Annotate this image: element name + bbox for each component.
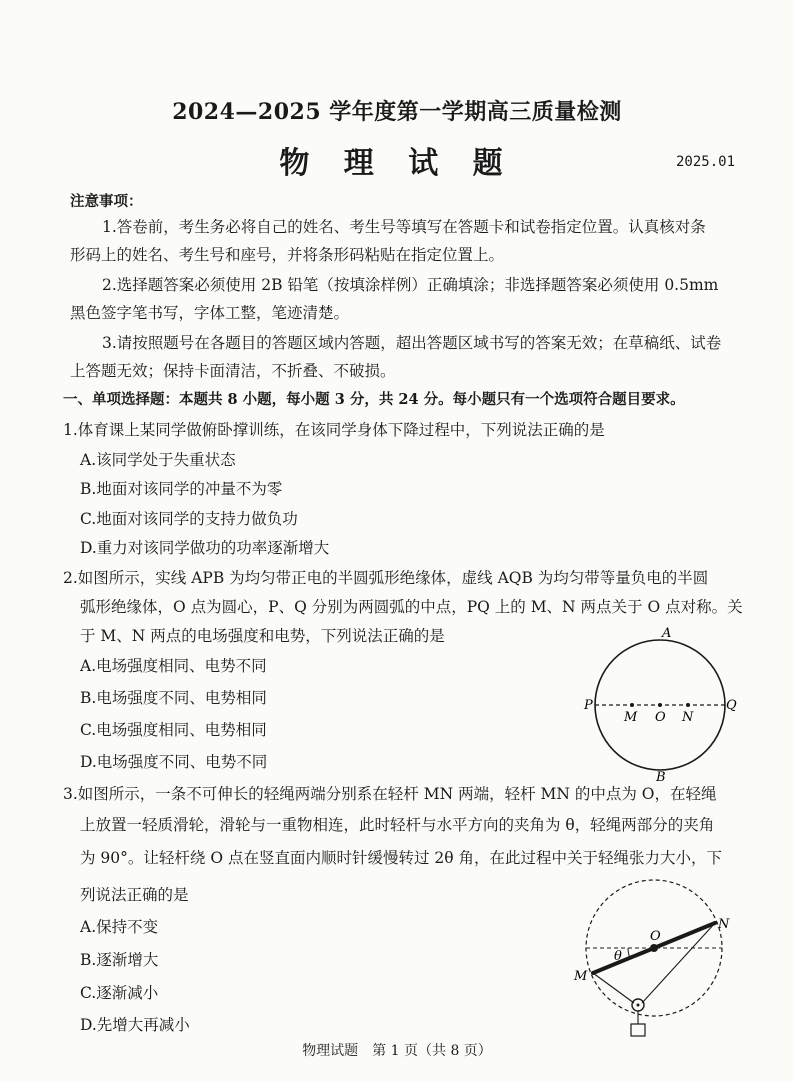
- question-2-option-d: D.电场强度不同、电势不同: [80, 753, 268, 771]
- page-footer: 物理试题 第 1 页（共 8 页）: [302, 1043, 492, 1059]
- label-n: N: [682, 710, 694, 725]
- question-2-option-b: B.电场强度不同、电势相同: [80, 689, 267, 707]
- question-3-figure: [566, 876, 746, 1046]
- question-1-option-c: C.地面对该同学的支持力做负功: [80, 510, 298, 528]
- question-3-stem-line: 3.如图所示，一条不可伸长的轻绳两端分别系在轻杆 MN 两端，轻杆 MN 的中点为 O，在轻绳: [63, 785, 717, 803]
- label-m: M: [624, 710, 638, 725]
- question-1-option-b: B.地面对该同学的冲量不为零: [80, 480, 283, 498]
- notice-heading: 注意事项：: [70, 193, 143, 210]
- question-3-stem-line: 上放置一轻质滑轮，滑轮与一重物相连，此时轻杆与水平方向的夹角为 θ，轻绳两部分的夹角: [80, 816, 715, 834]
- weight: [631, 1024, 645, 1036]
- question-2-stem-line: 2.如图所示，实线 APB 为均匀带正电的半圆弧形绝缘体，虚线 AQB 为均匀带等量负电的半圆: [63, 569, 709, 587]
- point-n: [686, 703, 690, 707]
- notice-line: 2.选择题答案必须使用 2B 铅笔（按填涂样例）正确填涂；非选择题答案必须使用 0.5mm: [102, 276, 719, 294]
- label-n: N: [718, 917, 730, 932]
- question-3-option-a: A.保持不变: [80, 918, 159, 936]
- question-3-option-d: D.先增大再减小: [80, 1016, 190, 1034]
- point-m: [630, 703, 634, 707]
- question-1-stem: 1.体育课上某同学做俯卧撑训练，在该同学身体下降过程中，下列说法正确的是: [63, 421, 605, 439]
- subject-title: 物 理 试 题: [279, 146, 515, 181]
- question-2-option-c: C.电场强度相同、电势相同: [80, 721, 267, 739]
- label-m: M: [574, 969, 588, 984]
- exam-title: 2024—2025 学年度第一学期高三质量检测: [172, 99, 622, 125]
- notice-line: 上答题无效；保持卡面清洁，不折叠、不破损。: [70, 362, 396, 380]
- notice-line: 黑色签字笔书写，字体工整，笔迹清楚。: [70, 304, 350, 322]
- question-2-stem-line: 弧形绝缘体，O 点为圆心，P、Q 分别为两圆弧的中点，PQ 上的 M、N 两点关于 O 点对称。关: [80, 598, 743, 616]
- label-o: O: [650, 929, 661, 944]
- question-1-option-a: A.该同学处于失重状态: [80, 451, 236, 469]
- section-heading: 一、单项选择题：本题共 8 小题，每小题 3 分，共 24 分。每小题只有一个选项符合题目要求。: [63, 391, 685, 408]
- label-theta: θ: [614, 949, 622, 964]
- point-o: [658, 703, 662, 707]
- label-q: Q: [726, 698, 737, 713]
- pulley-axle: [637, 1004, 640, 1007]
- question-3-option-b: B.逐渐增大: [80, 951, 159, 969]
- notice-line: 形码上的姓名、考生号和座号，并将条形码粘贴在指定位置上。: [70, 246, 505, 264]
- question-3-stem-line: 为 90°。让轻杆绕 O 点在竖直面内顺时针缓慢转过 2θ 角，在此过程中关于轻绳张力大小，下: [80, 849, 723, 867]
- label-o: O: [655, 710, 666, 725]
- question-2-stem-line: 于 M、N 两点的电场强度和电势，下列说法正确的是: [80, 627, 445, 645]
- label-a: A: [662, 626, 672, 641]
- question-3-stem-line: 列说法正确的是: [80, 886, 189, 904]
- label-b: B: [656, 770, 666, 785]
- question-2-figure: [580, 625, 740, 785]
- exam-date: 2025.01: [676, 154, 736, 170]
- question-3-option-c: C.逐渐减小: [80, 984, 159, 1002]
- question-1-option-d: D.重力对该同学做功的功率逐渐增大: [80, 539, 330, 557]
- notice-line: 3.请按照题号在各题目的答题区域内答题，超出答题区域书写的答案无效；在草稿纸、试卷: [102, 334, 722, 352]
- label-p: P: [584, 698, 593, 713]
- question-2-option-a: A.电场强度相同、电势不同: [80, 657, 267, 675]
- notice-line: 1.答卷前，考生务必将自己的姓名、考生号等填写在答题卡和试卷指定位置。认真核对条: [102, 218, 706, 236]
- pivot-o: [650, 944, 658, 952]
